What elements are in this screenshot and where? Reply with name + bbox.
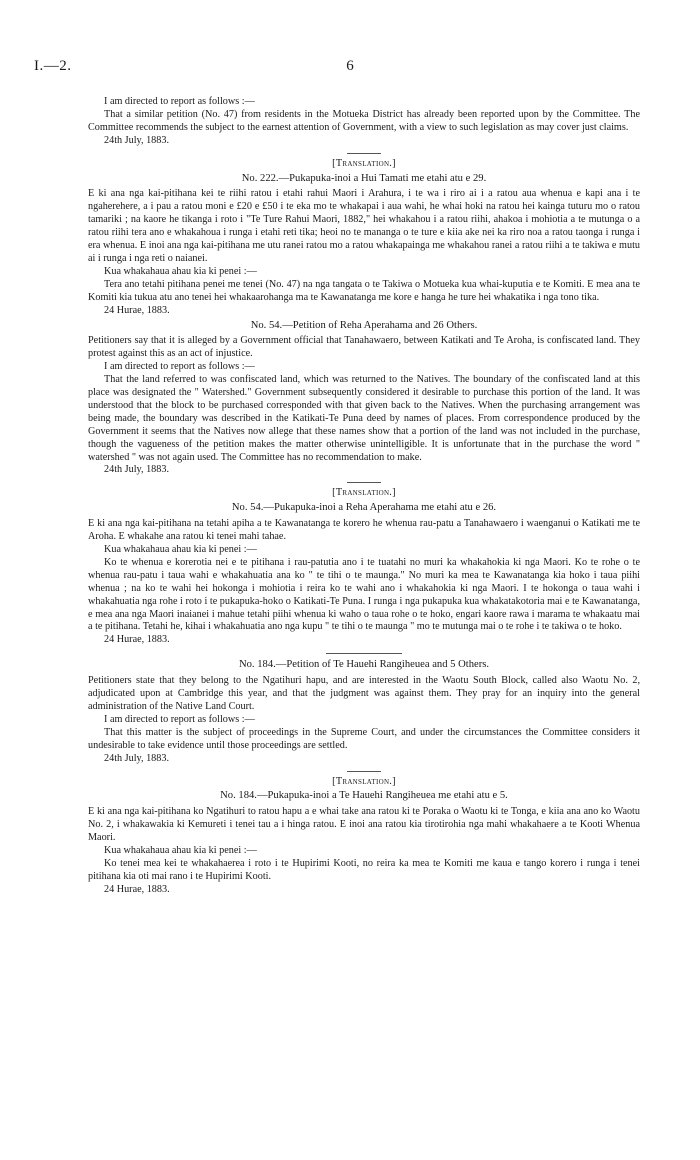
section-divider	[326, 653, 402, 654]
document-reference: I.—2.	[34, 58, 72, 74]
translation-heading: [Translation.]	[332, 775, 396, 787]
body-paragraph: 24 Hurae, 1883.	[104, 634, 170, 646]
body-paragraph: 24 Hurae, 1883.	[104, 883, 170, 895]
petition-title: No. 54.—Petition of Reha Aperahama and 26 Others.	[250, 319, 478, 331]
page-header	[34, 58, 666, 78]
body-paragraph: I am directed to report as follows :—	[104, 361, 255, 373]
translation-heading: [Translation.]	[332, 157, 396, 169]
body-paragraph: That a similar petition (No. 47) from residents in the Motueka District has already been reported upon by the Committee. The Committee recommends the subject to the earnest attention of Government, with a view to such legislation as may cover just claims.	[88, 108, 640, 133]
body-paragraph: 24th July, 1883.	[104, 752, 169, 764]
body-paragraph: That this matter is the subject of proceedings in the Supreme Court, and under the circumstances the Committee considers it undesirable to take evidence until those proceedings are settled.	[88, 726, 640, 751]
body-paragraph: 24th July, 1883.	[104, 134, 169, 146]
body-paragraph: 24 Hurae, 1883.	[104, 304, 170, 316]
body-paragraph: E ki ana nga kai-pitihana kei te riihi ratou i etahi rahui Maori i Arahura, i te wa i riro ai i a ratou aua whenua e kapi ana i te ngaherehere, a i pau a ratou moni e £20 e £50 i te eka mo te whakapai i aua wahi, he whai hoki na ratou hei kainga tuturu mo o ratou tamariki ; na kaore he tikanga i roto i "Te Ture Rahui Maori, 1882," hei whakahou i a ratou riihi, ahakoa i mohiotia a te mutunga o a ratou riihi tera ano e whakahoua i runga i etahi reti tika; heoi no te mananga o te ture e kiia ake nei ka riro noa a ratou taonga i runga i era whenua. E inoi ana nga kai-pitihana me utu ranei ratou mo a ratou whakapainga me whakahou ranei a ratou riihi a te takiwa e mutu ai i runga i nga reti o naianei.	[88, 188, 640, 264]
document-body	[88, 96, 640, 897]
petition-title: No. 222.—Pukapuka-inoi a Hui Tamati me etahi atu e 29.	[241, 172, 487, 184]
body-paragraph: Kua whakahaua ahau kia ki penei :—	[104, 265, 257, 277]
body-paragraph: Kua whakahaua ahau kia ki penei :—	[104, 544, 257, 555]
body-paragraph: I am directed to report as follows :—	[104, 96, 255, 107]
body-paragraph: Petitioners say that it is alleged by a Government official that Tanahawaero, between Katikati and Te Aroha, is confiscated land. They protest against this as an act of injustice.	[88, 335, 640, 360]
body-paragraph: E ki ana nga kai-pitihana na tetahi apiha a te Kawanatanga te korero he whenua rau-patu a Tanahawaero i waenganui o Katikati me te Aroha. E whakahe ana ratou ki tenei mahi tahae.	[88, 518, 640, 543]
petition-title: No. 54.—Pukapuka-inoi a Reha Aperahama me etahi atu e 26.	[231, 502, 497, 514]
section-divider	[347, 153, 381, 154]
body-paragraph: I am directed to report as follows :—	[104, 713, 255, 725]
body-paragraph: Kua whakahaua ahau kia ki penei :—	[104, 845, 257, 857]
page-number: 6	[346, 58, 354, 74]
body-paragraph: Petitioners state that they belong to the Ngatihuri hapu, and are interested in the Waotu South Block, called also Waotu No. 2, adjudicated upon at Cambridge this year, and that the judgment was against them. They pray for an inquiry into the general administration of the Native Land Court.	[88, 675, 640, 712]
body-paragraph: Ko te whenua e korerotia nei e te pitihana i rau-patutia ano i te tuatahi no muri ka whakahokia ki nga Maori. Ko te rohe o te whenua rau-patu i taua wahi e whakahuatia ana ko " te tihi o te maunga." No muri ka mea te Kawanatanga kia hoko i taua piihi whenua ; na ko te wahi hei hokonga i mohiotia i reira ko te wahi ano i whakahokia ki nga Maori. I te hokonga o taua wahi i whakahuatia nga rohe i roto i te pukapuka-hoko o Katikati-Te Puna. I runga i nga pukapuka kua whakatakotoria mai e te Kawanatanga, e mea ana nga Maori inaianei i mahue tetahi piihi whenua ki waho o taua rohe o te hoko, engari kaore rawa i marama te whakaatu mai a te pitihana. Tetahi he, kihai i whakahuatia ano nga kupu " te tihi o te maunga " mo te mutunga mai o te rohe i te takiwa o te hoko.	[88, 556, 640, 633]
body-paragraph: Ko tenei mea kei te whakahaerea i roto i te Hupirimi Kooti, no reira ka mea te Komiti me kaua e tango korero i runga i tenei pitihana kia oti mai rano i te Hupirimi Kooti.	[88, 857, 640, 882]
body-paragraph: 24th July, 1883.	[104, 464, 169, 476]
body-paragraph: Tera ano tetahi pitihana penei me tenei (No. 47) na nga tangata o te Takiwa o Motueka kua whai-kuputia e te Komiti. E mea ana te Komiti kia tukua atu ano tenei hei whakaarohanga ma te Kawanatanga me kore e hanga he ture hei whakatika i nga tono tika.	[88, 278, 640, 303]
petition-title: No. 184.—Pukapuka-inoi a Te Hauehi Rangiheuea me etahi atu e 5.	[220, 790, 508, 802]
section-divider	[347, 482, 381, 483]
translation-heading: [Translation.]	[332, 487, 396, 499]
body-paragraph: That the land referred to was confiscated land, which was returned to the Natives. The boundary of the confiscated land at this place was designated the " Watershed." Government subsequently considered it desirable to purchase this portion of the land. It was understood that the block to be purchased corresponded with that given back to the Natives. When the purchasing arrangement was being made, the boundary was described in the Katikati-Te Puna deed by names of places. From correspondence produced by the Government it seems that the Natives now allege that these names show that a portion of the land was not included in the purchase, though the vagueness of the petition makes the matter otherwise unintelligible. It is unfortunate that in the purchase the word " watershed " was not again used. The Committee has no recommendation to make.	[88, 374, 640, 463]
petition-title: No. 184.—Petition of Te Hauehi Rangiheuea and 5 Others.	[238, 659, 490, 671]
section-divider	[347, 771, 381, 772]
body-paragraph: E ki ana nga kai-pitihana ko Ngatihuri to ratou hapu a e whai take ana ratou ki te Poraka o Waotu ki te Tonga, e kiia ana ano ko Waotu No. 2, i whakawakia ki Kemureti i tenei tau a i hinga ratou. E inoi ana ratou kia tirotirohia nga mahi whakahaere a te Kooti Whenua Maori.	[88, 806, 640, 844]
